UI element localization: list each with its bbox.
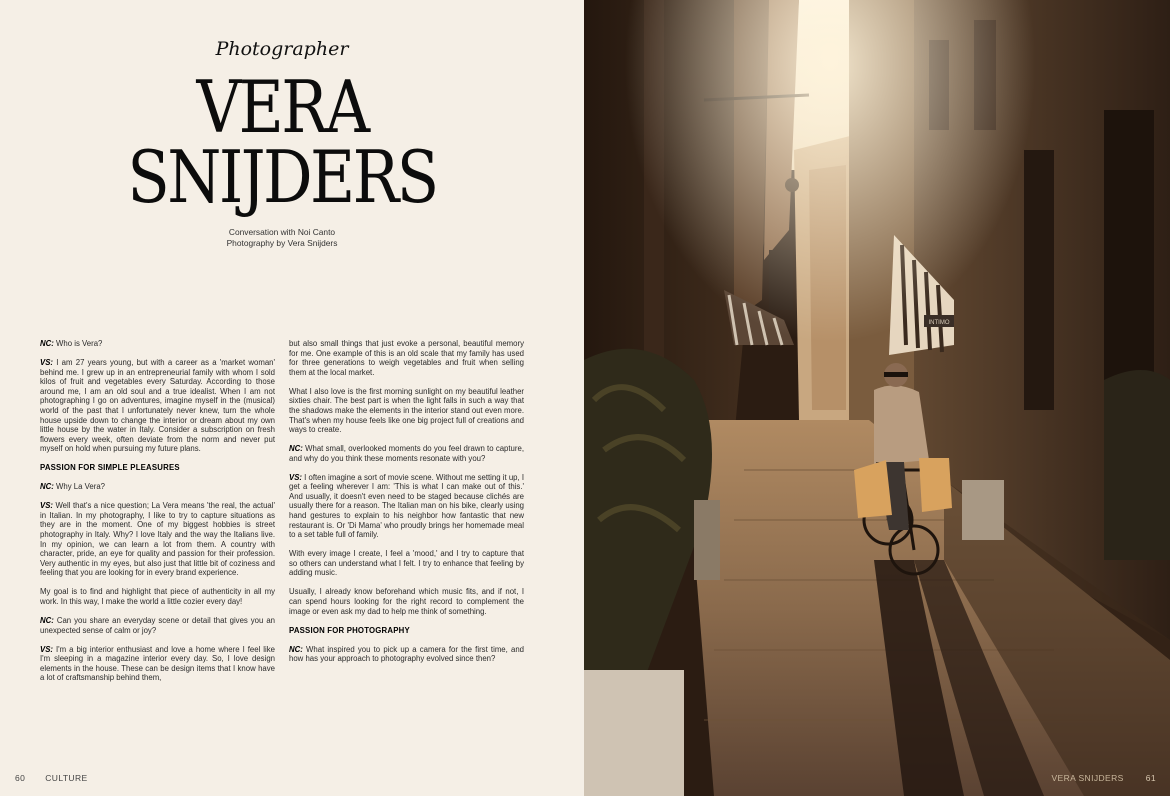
credit-photography: Photography by Vera Snijders [226, 237, 338, 248]
text-column-right [289, 339, 524, 673]
title-line-2: SNIJDERS [127, 135, 437, 219]
page-number-right: 61 [1145, 773, 1156, 783]
speaker-initials: VS: [40, 644, 53, 654]
paragraph-text: I am 27 years young, but with a career as a 'market woman' behind me. I grew up in an entrepreneurial family with whom I sold kilos of fruit and vegetables every Saturday. According to those around me, I am an old soul and a true idealist. When I am not photographing I go on adventures, imagine myself in the (musical) world of the past that I unfortunately never knew, turn the whole house upside down to change the interior or dream about my own little house by the water in Italy. Consider a subscription on fresh flowers every week, often deviate from the norm and never put myself on hold when pursuing my future plans. [40, 357, 275, 454]
paragraph: Usually, I already know beforehand which music fits, and if not, I can spend hours looking for the right record to complement the image or even ask my dad to help me think of something. [289, 587, 524, 616]
street-photo [584, 0, 1170, 796]
speaker-initials: NC: [289, 444, 303, 454]
left-page [0, 0, 584, 796]
article-credits [0, 227, 564, 248]
speaker-initials: NC: [40, 616, 54, 625]
paragraph [40, 339, 275, 349]
speaker-initials: VS: [40, 357, 53, 367]
paragraph-text: Who is Vera? [53, 339, 103, 348]
paragraph: My goal is to find and highlight that piece of authenticity in all my work. In this way, I make the world a little cozier every day! [40, 587, 275, 607]
paragraph-text: I'm a big interior enthusiast and love a home where I feel like I'm sleeping in a magazine interior every day. So, I love design elements in the house. These can be design items that I know have a lot of craftsmanship behind them, [40, 644, 275, 683]
paragraph [40, 645, 275, 683]
paragraph-text: I often imagine a sort of movie scene. Without me setting it up, I get a feeling wherever I am: 'This is what I can make out of this.' And usually, it doesn't even need to be staged because clichés are usually there for a reason. The Italian man on his bike, clearly using hand gestures to explain to his neighbor how fantastic that new restaurant is. Or 'Di Mama' who proudly brings her homemade meal to a set table full of family. [289, 472, 524, 540]
speaker-initials: VS: [289, 472, 302, 482]
paragraph-text: What small, overlooked moments do you feel drawn to capture, and why do you think these moments resonate with you? [289, 444, 524, 463]
paragraph [40, 358, 275, 454]
paragraph: What I also love is the first morning sunlight on my beautiful leather sixties chair. The best part is when the light falls in such a way that the shadows make the elements in the interior stand out even more. That's when my house feels like one big project full of creations and ways to create. [289, 386, 524, 435]
credit-interview: Conversation with Noi Canto [228, 227, 336, 237]
paragraph: but also small things that just evoke a personal, beautiful memory for me. One example of this is an old scale that my family has used for three generations to weigh vegetables and fruit when selling them at the local market. [289, 339, 524, 377]
article-kicker: Photographer [215, 38, 349, 60]
photo-page [584, 0, 1170, 796]
page-number-left: 60 [15, 773, 26, 783]
paragraph [289, 444, 524, 463]
speaker-initials: VS: [40, 501, 53, 511]
section-label: CULTURE [45, 773, 88, 783]
paragraph-text: What inspired you to pick up a camera for the first time, and how has your approach to photography evolved since then? [289, 644, 524, 664]
paragraph [289, 645, 524, 664]
text-column-left [40, 339, 275, 692]
footer-left [15, 773, 108, 783]
paragraph [40, 616, 275, 635]
paragraph [40, 501, 275, 578]
paragraph [289, 473, 524, 540]
title-line-1: VERA [196, 65, 368, 149]
footer-right [1051, 773, 1156, 783]
paragraph: With every image I create, I feel a 'mood,' and I try to capture that so others can understand what I felt. I try to enhance that feeling by adding music. [289, 549, 524, 578]
section-heading: PASSION FOR PHOTOGRAPHY [289, 625, 410, 635]
article-name-footer: VERA SNIJDERS [1051, 773, 1124, 783]
speaker-initials: NC: [40, 339, 54, 348]
speaker-initials: NC: [40, 482, 54, 492]
paragraph-text: Why La Vera? [53, 482, 105, 492]
speaker-initials: NC: [289, 644, 303, 654]
section-heading: PASSION FOR SIMPLE PLEASURES [40, 463, 180, 473]
paragraph-text: Well that's a nice question; La Vera means 'the real, the actual' in Italian. In my photography, I like to try to capture situations as they are in the moment. One of my biggest hobbies is street photography in Italy. Why? I love Italy and the way the Italians live. In my opinion, we can learn a lot from them. A country with character, pride, an eye for quality and passion for their profession. Very authentic in my eyes, but also just that little bit of coziness and feeling that you are looking for in every brand experience. [40, 501, 275, 578]
paragraph-text: Can you share an everyday scene or detail that gives you an unexpected sense of calm or joy? [40, 616, 275, 635]
article-title [39, 65, 524, 219]
paragraph [40, 482, 275, 492]
